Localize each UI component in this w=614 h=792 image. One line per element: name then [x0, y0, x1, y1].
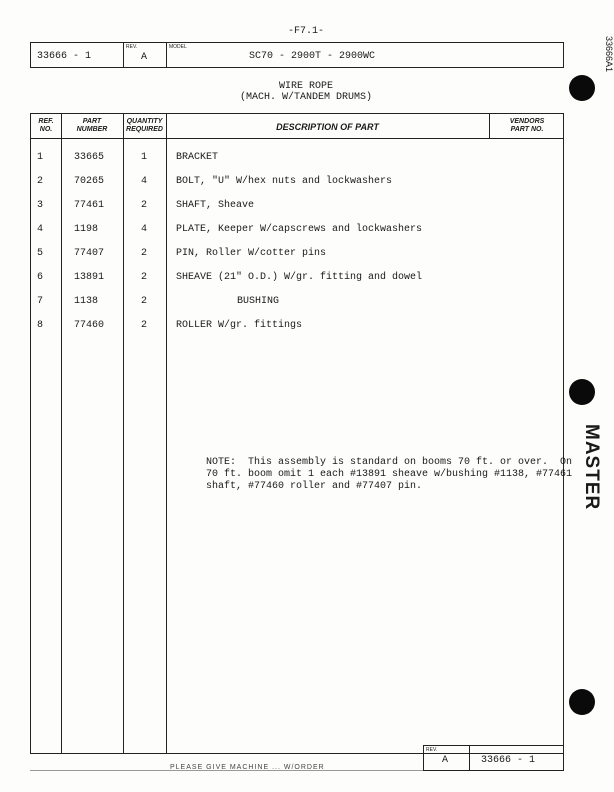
row-description: BOLT, "U" W/hex nuts and lockwashers: [176, 176, 393, 187]
row-description: BUSHING: [237, 296, 280, 307]
binder-hole-icon: [569, 379, 595, 405]
column-header-vendors: VENDORS PART NO.: [509, 118, 545, 133]
binder-hole-icon: [569, 689, 595, 715]
row-description: PLATE, Keeper W/capscrews and lockwashers: [176, 224, 423, 235]
row-description: SHAFT, Sheave: [176, 200, 255, 211]
row-description: BRACKET: [176, 152, 219, 163]
row-quantity: 4: [141, 176, 148, 187]
assembly-note: NOTE: This assembly is standard on booms 70 ft. or over. On 70 ft. boom omit 1 each #13891 sheave w/bushing #1138, #77461 shaft, #77460 roller and #77407 pin.: [206, 457, 573, 492]
row-ref-number: 2: [37, 176, 44, 187]
row-quantity: 2: [141, 200, 148, 211]
footer-box: [423, 745, 564, 771]
header-rev: A: [141, 52, 148, 63]
row-ref-number: 8: [37, 320, 44, 331]
document-subtitle: (MACH. W/TANDEM DRUMS): [239, 92, 373, 103]
row-description: PIN, Roller W/cotter pins: [176, 248, 327, 259]
column-header-ref: REF. NO.: [38, 118, 54, 133]
row-quantity: 4: [141, 224, 148, 235]
document-title: WIRE ROPE: [278, 81, 333, 92]
row-ref-number: 3: [37, 200, 44, 211]
header-model: SC70 - 2900T - 2900WC: [249, 51, 376, 62]
footer-instructions: PLEASE GIVE MACHINE ... W/ORDER: [170, 764, 325, 771]
parts-table: [30, 113, 573, 754]
footer-part-number: 33666 - 1: [481, 755, 536, 766]
row-ref-number: 6: [37, 272, 44, 283]
master-stamp: MASTER: [581, 424, 602, 511]
row-quantity: 1: [141, 152, 148, 163]
row-part-number: 13891: [74, 272, 105, 283]
column-header-description: DESCRIPTION OF PART: [276, 122, 379, 132]
header-part-number: 33666 - 1: [37, 51, 92, 62]
footer-rev: A: [442, 755, 449, 766]
header-box: [30, 42, 564, 68]
row-quantity: 2: [141, 248, 148, 259]
row-ref-number: 4: [37, 224, 44, 235]
row-description: SHEAVE (21" O.D.) W/gr. fitting and dowel: [176, 272, 423, 283]
row-part-number: 1138: [74, 296, 99, 307]
row-part-number: 1198: [74, 224, 99, 235]
row-ref-number: 5: [37, 248, 44, 259]
row-part-number: 33665: [74, 152, 105, 163]
side-document-code: 33666A1: [604, 36, 614, 73]
row-quantity: 2: [141, 296, 148, 307]
header-rev-label: REV.: [126, 44, 138, 50]
row-part-number: 70265: [74, 176, 105, 187]
header-model-label: MODEL: [169, 44, 187, 50]
column-header-part-number: PART NUMBER: [76, 118, 108, 133]
page-number: -F7.1-: [287, 26, 324, 37]
row-ref-number: 7: [37, 296, 44, 307]
row-description: ROLLER W/gr. fittings: [176, 320, 303, 331]
row-part-number: 77460: [74, 320, 105, 331]
row-quantity: 2: [141, 272, 148, 283]
row-part-number: 77407: [74, 248, 105, 259]
row-part-number: 77461: [74, 200, 105, 211]
row-quantity: 2: [141, 320, 148, 331]
footer-rev-label: REV.: [426, 747, 438, 753]
row-ref-number: 1: [37, 152, 44, 163]
column-header-quantity: QUANTITY REQUIRED: [126, 118, 163, 133]
